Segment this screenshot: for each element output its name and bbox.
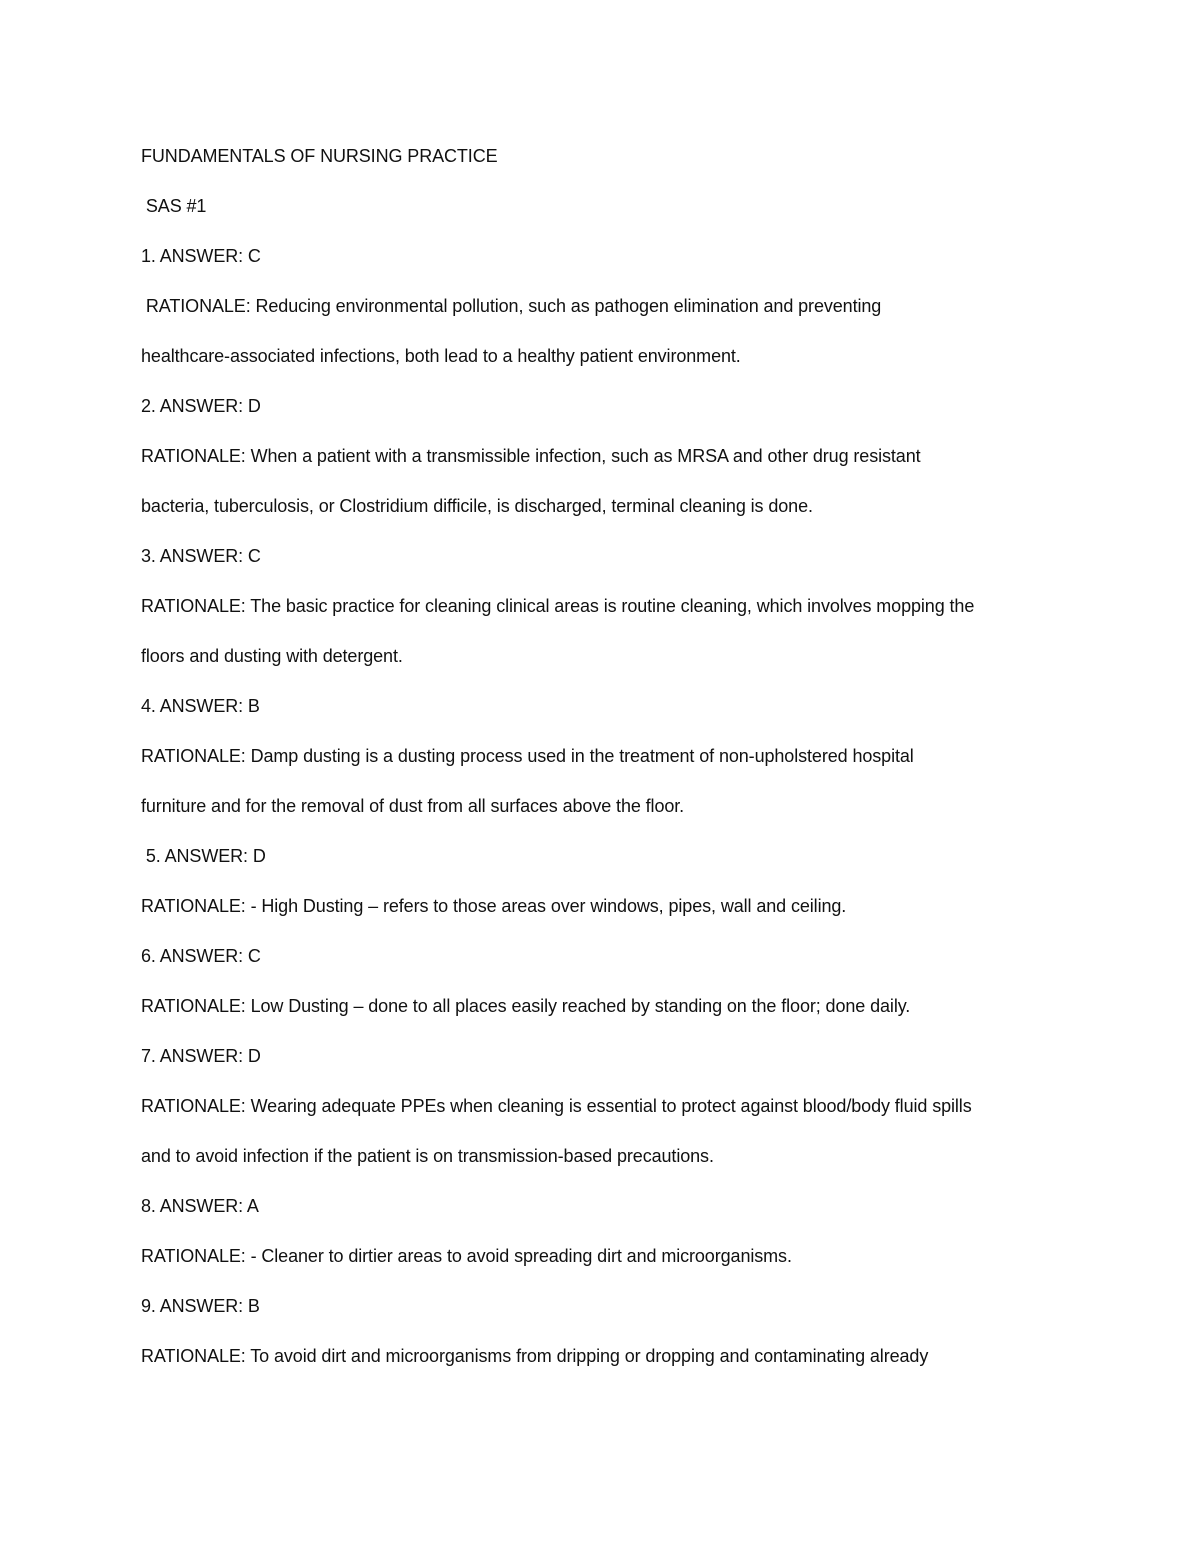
answer-7: 7. ANSWER: D [141, 1046, 261, 1066]
answer-1: 1. ANSWER: C [141, 246, 261, 266]
answer-9: 9. ANSWER: B [141, 1296, 260, 1316]
answer-5: 5. ANSWER: D [141, 846, 266, 866]
rationale-9: RATIONALE: To avoid dirt and microorganisms from dripping or dropping and contaminating already [141, 1346, 929, 1366]
document-subtitle: SAS #1 [141, 196, 207, 216]
document-title: FUNDAMENTALS OF NURSING PRACTICE [141, 146, 498, 166]
rationale-7-line-1: RATIONALE: Wearing adequate PPEs when cleaning is essential to protect against blood/body fluid spills [141, 1096, 972, 1116]
rationale-6: RATIONALE: Low Dusting – done to all places easily reached by standing on the floor; done daily. [141, 996, 911, 1016]
answer-4: 4. ANSWER: B [141, 696, 260, 716]
rationale-7-line-2: and to avoid infection if the patient is on transmission-based precautions. [141, 1146, 714, 1166]
rationale-4-line-1: RATIONALE: Damp dusting is a dusting process used in the treatment of non-upholstered hospital [141, 746, 914, 766]
rationale-3-line-2: floors and dusting with detergent. [141, 646, 403, 666]
answer-8: 8. ANSWER: A [141, 1196, 259, 1216]
rationale-5: RATIONALE: - High Dusting – refers to those areas over windows, pipes, wall and ceiling. [141, 896, 847, 916]
answer-2: 2. ANSWER: D [141, 396, 261, 416]
answer-3: 3. ANSWER: C [141, 546, 261, 566]
rationale-3-line-1: RATIONALE: The basic practice for cleaning clinical areas is routine cleaning, which involves mopping the [141, 596, 975, 616]
rationale-8: RATIONALE: - Cleaner to dirtier areas to avoid spreading dirt and microorganisms. [141, 1246, 792, 1266]
rationale-2-line-1: RATIONALE: When a patient with a transmissible infection, such as MRSA and other drug resistant [141, 446, 921, 466]
rationale-1-line-1: RATIONALE: Reducing environmental pollution, such as pathogen elimination and preventing [141, 296, 882, 316]
answer-6: 6. ANSWER: C [141, 946, 261, 966]
rationale-4-line-2: furniture and for the removal of dust from all surfaces above the floor. [141, 796, 685, 816]
rationale-1-line-2: healthcare-associated infections, both lead to a healthy patient environment. [141, 346, 741, 366]
rationale-2-line-2: bacteria, tuberculosis, or Clostridium difficile, is discharged, terminal cleaning is done. [141, 496, 813, 516]
